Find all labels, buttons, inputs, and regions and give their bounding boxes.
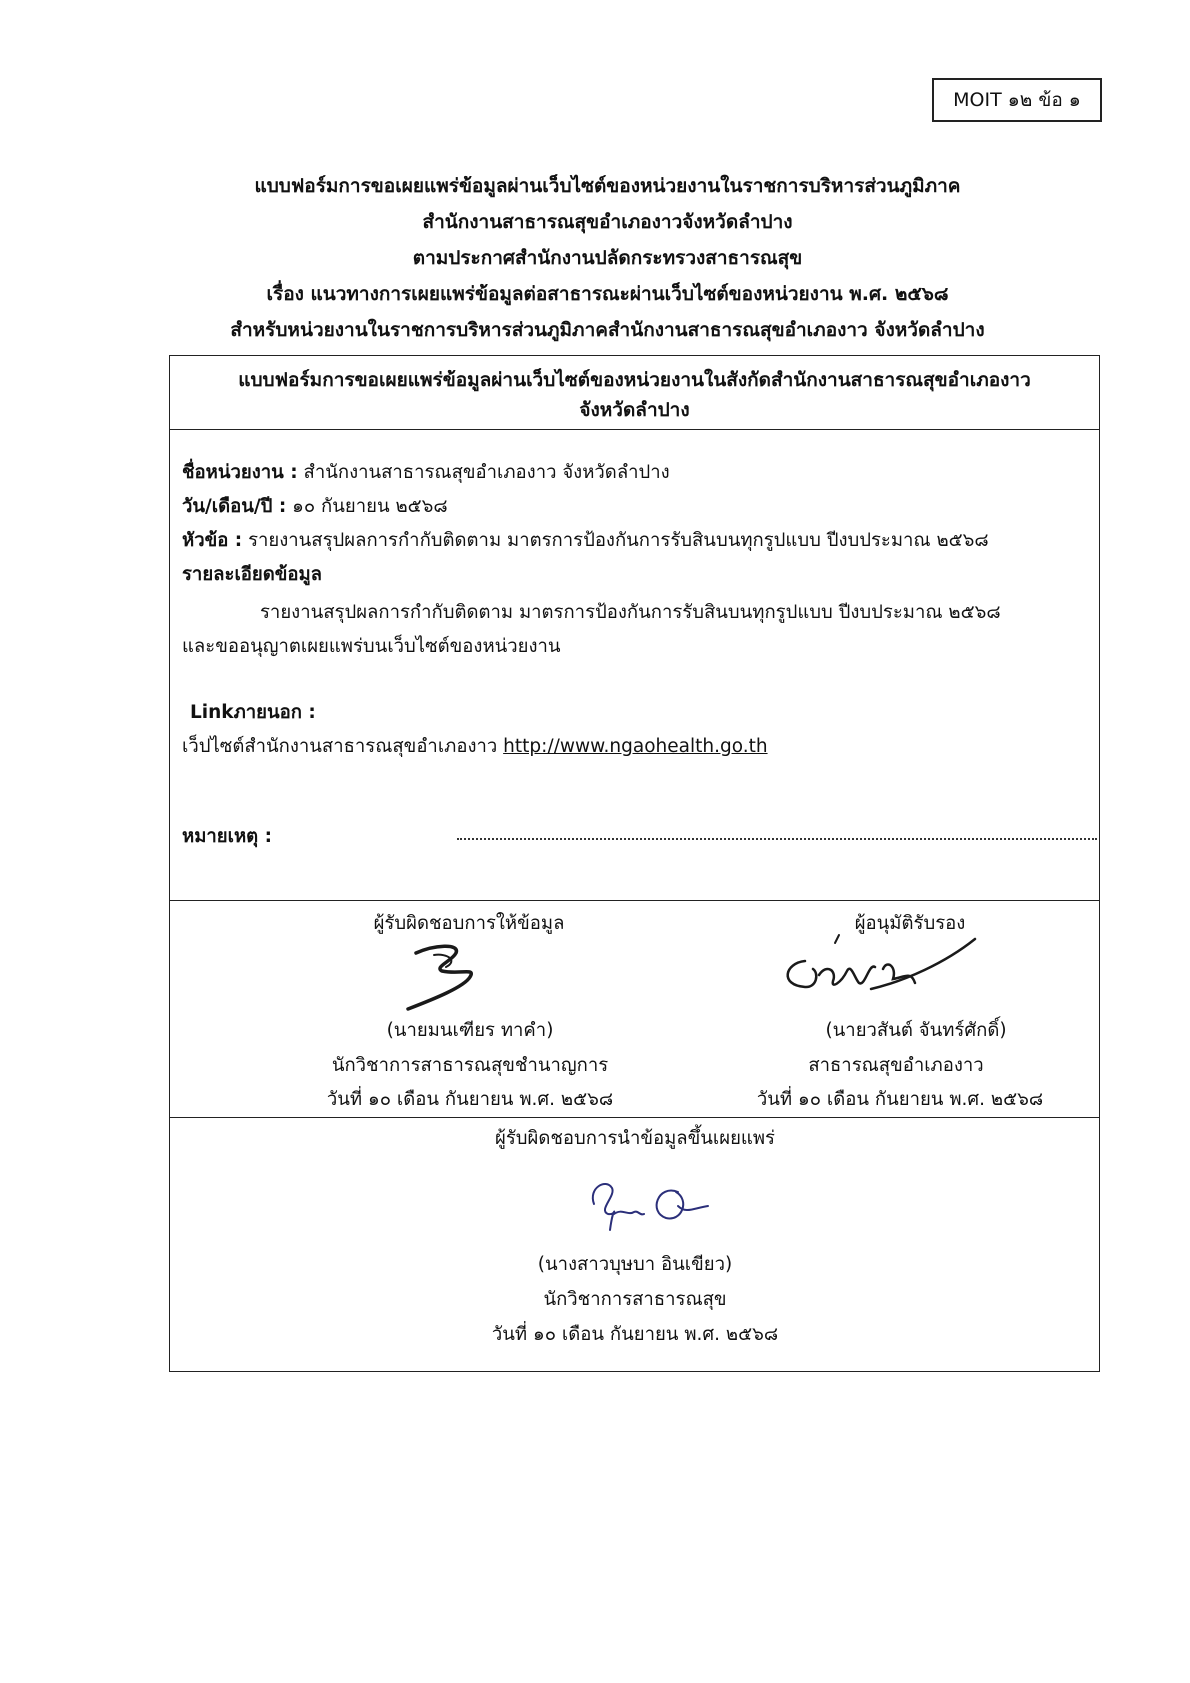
provider-signature-icon — [394, 941, 504, 1013]
date-value: ๑๐ กันยายน ๒๕๖๘ — [286, 496, 448, 517]
detail-label: รายละเอียดข้อมูล — [182, 564, 323, 585]
publisher-role: ผู้รับผิดชอบการนำข้อมูลขึ้นเผยแพร่ — [495, 1128, 775, 1149]
header-line-3: ตามประกาศสำนักงานปลัดกระทรวงสาธารณสุข — [412, 247, 803, 269]
document-code: MOIT ๑๒ ข้อ ๑ — [953, 89, 1081, 111]
form-title — [170, 356, 1099, 430]
publisher-section — [170, 1118, 1099, 1371]
publisher-name: (นางสาวบุษบา อินเขียว) — [537, 1254, 733, 1275]
signature-section — [170, 901, 1099, 1118]
provider-position: นักวิชาการสาธารณสุขชำนาญการ — [331, 1055, 609, 1076]
external-link-row — [182, 732, 768, 761]
provider-name: (นายมนเฑียร ทาคำ) — [386, 1020, 554, 1041]
approver-name: (นายวสันต์ จันทร์ศักดิ์) — [825, 1020, 1007, 1041]
note-row — [182, 822, 1092, 846]
form-title-line-2: จังหวัดลำปาง — [579, 399, 690, 421]
approver-role: ผู้อนุมัติรับรอง — [854, 913, 966, 934]
external-link-prefix: เว็ปไซต์สำนักงานสาธารณสุขอำเภองาว — [182, 736, 504, 757]
provider-date: วันที่ ๑๐ เดือน กันยายน พ.ศ. ๒๕๖๘ — [326, 1089, 614, 1110]
detail-line-2: และขออนุญาตเผยแพร่บนเว็บไซต์ของหน่วยงาน — [182, 636, 561, 657]
approver-position: สาธารณสุขอำเภองาว — [808, 1055, 984, 1076]
topic-row — [182, 526, 989, 555]
request-form — [169, 355, 1100, 1372]
publisher-date: วันที่ ๑๐ เดือน กันยายน พ.ศ. ๒๕๖๘ — [491, 1324, 779, 1345]
publisher-position: นักวิชาการสาธารณสุข — [543, 1289, 727, 1310]
detail-label-row — [182, 560, 322, 589]
approver-date: วันที่ ๑๐ เดือน กันยายน พ.ศ. ๒๕๖๘ — [756, 1089, 1044, 1110]
header-line-1: แบบฟอร์มการขอเผยแพร่ข้อมูลผ่านเว็บไซต์ของหน่วยงานในราชการบริหารส่วนภูมิภาค — [254, 175, 961, 197]
document-code-box — [932, 78, 1102, 122]
form-details — [170, 430, 1099, 901]
date-row — [182, 492, 448, 521]
note-label: หมายเหตุ : — [182, 826, 272, 847]
unit-label: ชื่อหน่วยงาน : — [182, 462, 298, 483]
external-link-label-row — [190, 698, 316, 727]
external-link-url[interactable]: http://www.ngaohealth.go.th — [503, 736, 768, 757]
header-line-5: สำหรับหน่วยงานในราชการบริหารส่วนภูมิภาคสำนักงานสาธารณสุขอำเภองาว จังหวัดลำปาง — [230, 319, 985, 341]
topic-label: หัวข้อ : — [182, 530, 243, 551]
header-line-2: สำนักงานสาธารณสุขอำเภองาวจังหวัดลำปาง — [422, 211, 793, 233]
publisher-signature-icon — [578, 1170, 718, 1242]
unit-row — [182, 458, 670, 487]
topic-value: รายงานสรุปผลการกำกับติดตาม มาตรการป้องกันการรับสินบนทุกรูปแบบ ปีงบประมาณ ๒๕๖๘ — [242, 530, 989, 551]
external-link-label: Linkภายนอก : — [190, 702, 316, 723]
note-dotted-line — [457, 838, 1097, 840]
date-label: วัน/เดือน/ปี : — [182, 496, 287, 517]
detail-line-1: รายงานสรุปผลการกำกับติดตาม มาตรการป้องกันการรับสินบนทุกรูปแบบ ปีงบประมาณ ๒๕๖๘ — [260, 602, 1001, 623]
header-line-4: เรื่อง แนวทางการเผยแพร่ข้อมูลต่อสาธารณะผ่านเว็บไซต์ของหน่วยงาน พ.ศ. ๒๕๖๘ — [266, 283, 949, 305]
approver-signature-icon — [775, 933, 985, 1003]
unit-value: สำนักงานสาธารณสุขอำเภองาว จังหวัดลำปาง — [297, 462, 670, 483]
form-title-line-1: แบบฟอร์มการขอเผยแพร่ข้อมูลผ่านเว็บไซต์ของหน่วยงานในสังกัดสำนักงานสาธารณสุขอำเภองาว — [238, 369, 1031, 391]
document-header — [150, 168, 1065, 348]
provider-role: ผู้รับผิดชอบการให้ข้อมูล — [373, 913, 565, 934]
